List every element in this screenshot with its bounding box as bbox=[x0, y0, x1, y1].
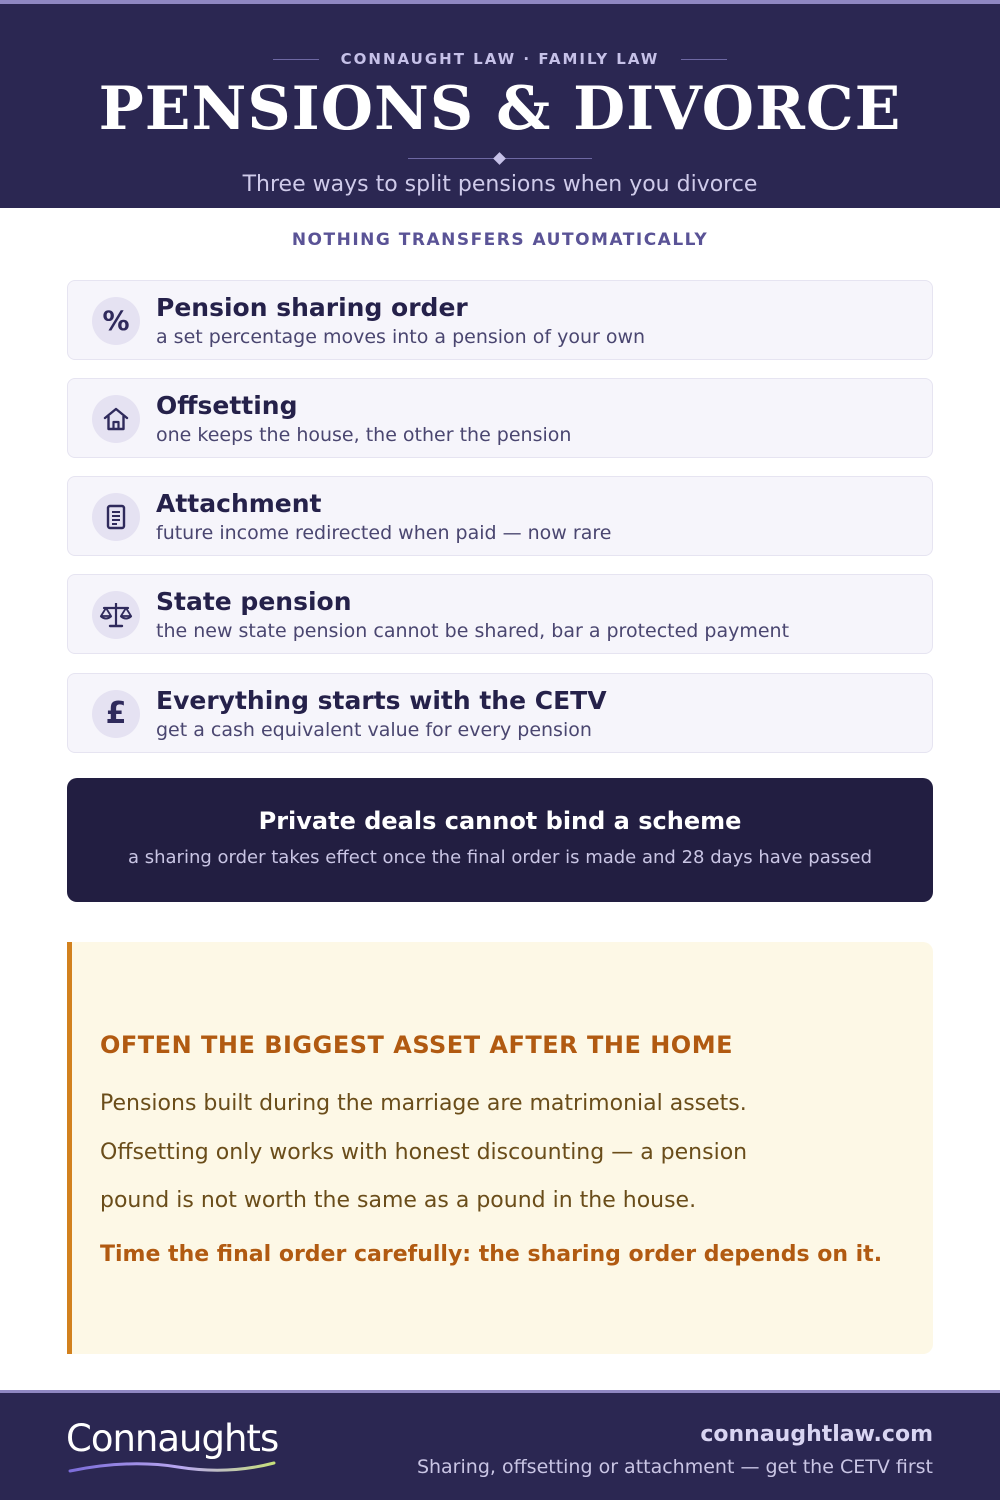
eyebrow-rule-right bbox=[681, 59, 727, 60]
note-callout: Time the final order carefully: the sharing order depends on it. bbox=[100, 1242, 883, 1267]
eyebrow-rule-left bbox=[273, 59, 319, 60]
document-icon bbox=[92, 493, 140, 541]
eyebrow-text: CONNAUGHT LAW · FAMILY LAW bbox=[340, 50, 660, 68]
header-banner bbox=[0, 0, 1000, 208]
eyebrow-row bbox=[0, 50, 1000, 68]
card-desc: the new state pension cannot be shared, bar a protected payment bbox=[156, 620, 790, 642]
card-state-pension bbox=[67, 574, 933, 654]
percent-icon: % bbox=[92, 297, 140, 345]
note-panel bbox=[67, 942, 933, 1354]
card-attachment bbox=[67, 476, 933, 556]
page-title: PENSIONS & DIVORCE bbox=[98, 74, 902, 144]
footer bbox=[0, 1390, 1000, 1500]
card-desc: one keeps the house, the other the pension bbox=[156, 424, 572, 446]
section-label: NOTHING TRANSFERS AUTOMATICALLY bbox=[291, 230, 709, 250]
card-title: Pension sharing order bbox=[156, 293, 468, 322]
footer-tagline: Sharing, offsetting or attachment — get the CETV first bbox=[416, 1456, 933, 1478]
brand-logo bbox=[66, 1417, 286, 1481]
card-title: Everything starts with the CETV bbox=[156, 686, 607, 715]
card-title: Attachment bbox=[156, 489, 322, 518]
page-subtitle: Three ways to split pensions when you divorce bbox=[242, 172, 758, 197]
card-pension-sharing-order bbox=[67, 280, 933, 360]
pound-icon: £ bbox=[92, 690, 140, 738]
note-body: Pensions built during the marriage are matrimonial assets. Offsetting only works with honest discounting — a pension pound is not worth the same as a pound in the house. bbox=[100, 1091, 748, 1213]
diamond-ornament bbox=[493, 152, 506, 165]
warning-title: Private deals cannot bind a scheme bbox=[258, 807, 742, 835]
logo-swoosh-icon bbox=[68, 1455, 278, 1477]
footer-website-link[interactable]: connaughtlaw.com bbox=[700, 1422, 933, 1447]
card-desc: a set percentage moves into a pension of your own bbox=[156, 326, 646, 348]
card-offsetting bbox=[67, 378, 933, 458]
card-title: State pension bbox=[156, 587, 352, 616]
note-heading: OFTEN THE BIGGEST ASSET AFTER THE HOME bbox=[100, 1031, 733, 1059]
card-desc: future income redirected when paid — now rare bbox=[156, 522, 612, 544]
card-cetv bbox=[67, 673, 933, 753]
warning-box bbox=[67, 778, 933, 902]
card-desc: get a cash equivalent value for every pension bbox=[156, 719, 592, 741]
card-title: Offsetting bbox=[156, 391, 298, 420]
house-icon bbox=[92, 395, 140, 443]
logo-wordmark: Connaughts bbox=[66, 1417, 279, 1460]
warning-desc: a sharing order takes effect once the final order is made and 28 days have passed bbox=[127, 847, 872, 868]
scales-icon bbox=[92, 591, 140, 639]
